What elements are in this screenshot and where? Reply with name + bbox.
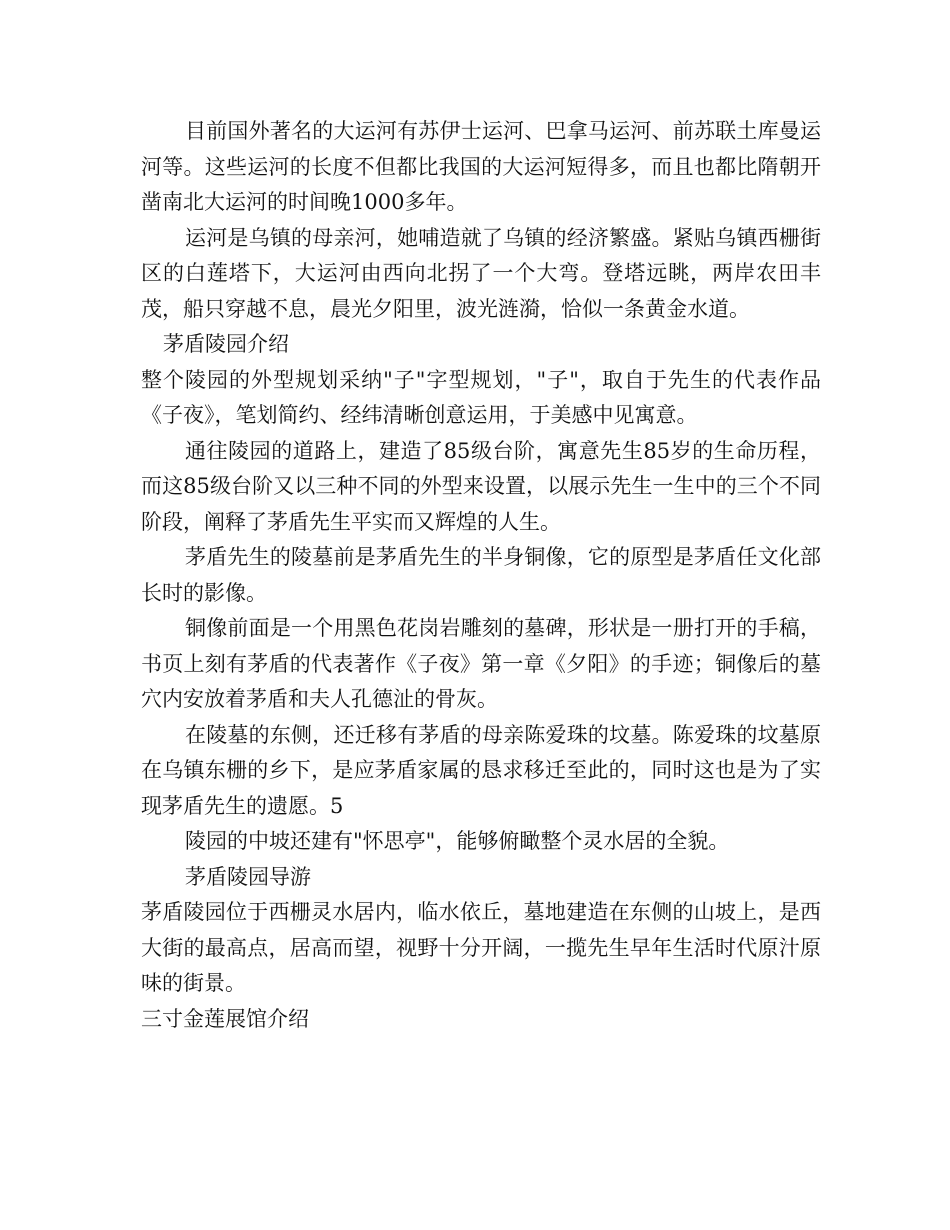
- paragraph-layout-plan: 整个陵园的外型规划采纳"子"字型规划，"子"，取自于先生的代表作品《子夜》，笔划简约、经纬清晰创意运用，于美感中见寓意。: [141, 367, 821, 427]
- heading-mausoleum-guide: 茅盾陵园导游: [185, 864, 311, 889]
- paragraph-bronze-bust: 茅盾先生的陵墓前是茅盾先生的半身铜像，它的原型是茅盾任文化部长时的影像。: [141, 545, 821, 605]
- paragraph-mother-river: 运河是乌镇的母亲河，她哺造就了乌镇的经济繁盛。紧贴乌镇西栅街区的白莲塔下，大运河由西向北拐了一个大弯。登塔远眺，两岸农田丰茂，船只穿越不息，晨光夕阳里，波光涟漪，恰似一条黄金水道。: [141, 225, 821, 321]
- paragraph-foreign-canals: 目前国外著名的大运河有苏伊士运河、巴拿马运河、前苏联土库曼运河等。这些运河的长度不但都比我国的大运河短得多，而且也都比隋朝开凿南北大运河的时间晚1000多年。: [141, 119, 821, 214]
- paragraph-tombstone: 铜像前面是一个用黑色花岗岩雕刻的墓碑，形状是一册打开的手稿，书页上刻有茅盾的代表著作《子夜》第一章《夕阳》的手迹；铜像后的墓穴内安放着茅盾和夫人孔德沚的骨灰。: [141, 616, 821, 711]
- document-body: [141, 114, 821, 1037]
- paragraph-location: 茅盾陵园位于西栅灵水居内，临水依丘，墓地建造在东侧的山坡上，是西大街的最高点，居高而望，视野十分开阔，一揽先生早年生活时代原汁原味的街景。: [141, 900, 821, 995]
- heading-lotus-feet-museum: 三寸金莲展馆介绍: [141, 1006, 309, 1031]
- paragraph-pavilion: 陵园的中坡还建有"怀思亭"，能够俯瞰整个灵水居的全貌。: [185, 829, 730, 853]
- paragraph-mother-tomb: 在陵墓的东侧，还迁移有茅盾的母亲陈爱珠的坟墓。陈爱珠的坟墓原在乌镇东栅的乡下，是应茅盾家属的恳求移迁至此的，同时这也是为了实现茅盾先生的遗愿。5: [141, 722, 821, 818]
- paragraph-85-steps: 通往陵园的道路上，建造了85级台阶，寓意先生85岁的生命历程，而这85级台阶又以三种不同的外型来设置，以展示先生一生中的三个不同阶段，阐释了茅盾先生平实而又辉煌的人生。: [141, 438, 821, 534]
- heading-mausoleum-intro: 茅盾陵园介绍: [163, 332, 289, 356]
